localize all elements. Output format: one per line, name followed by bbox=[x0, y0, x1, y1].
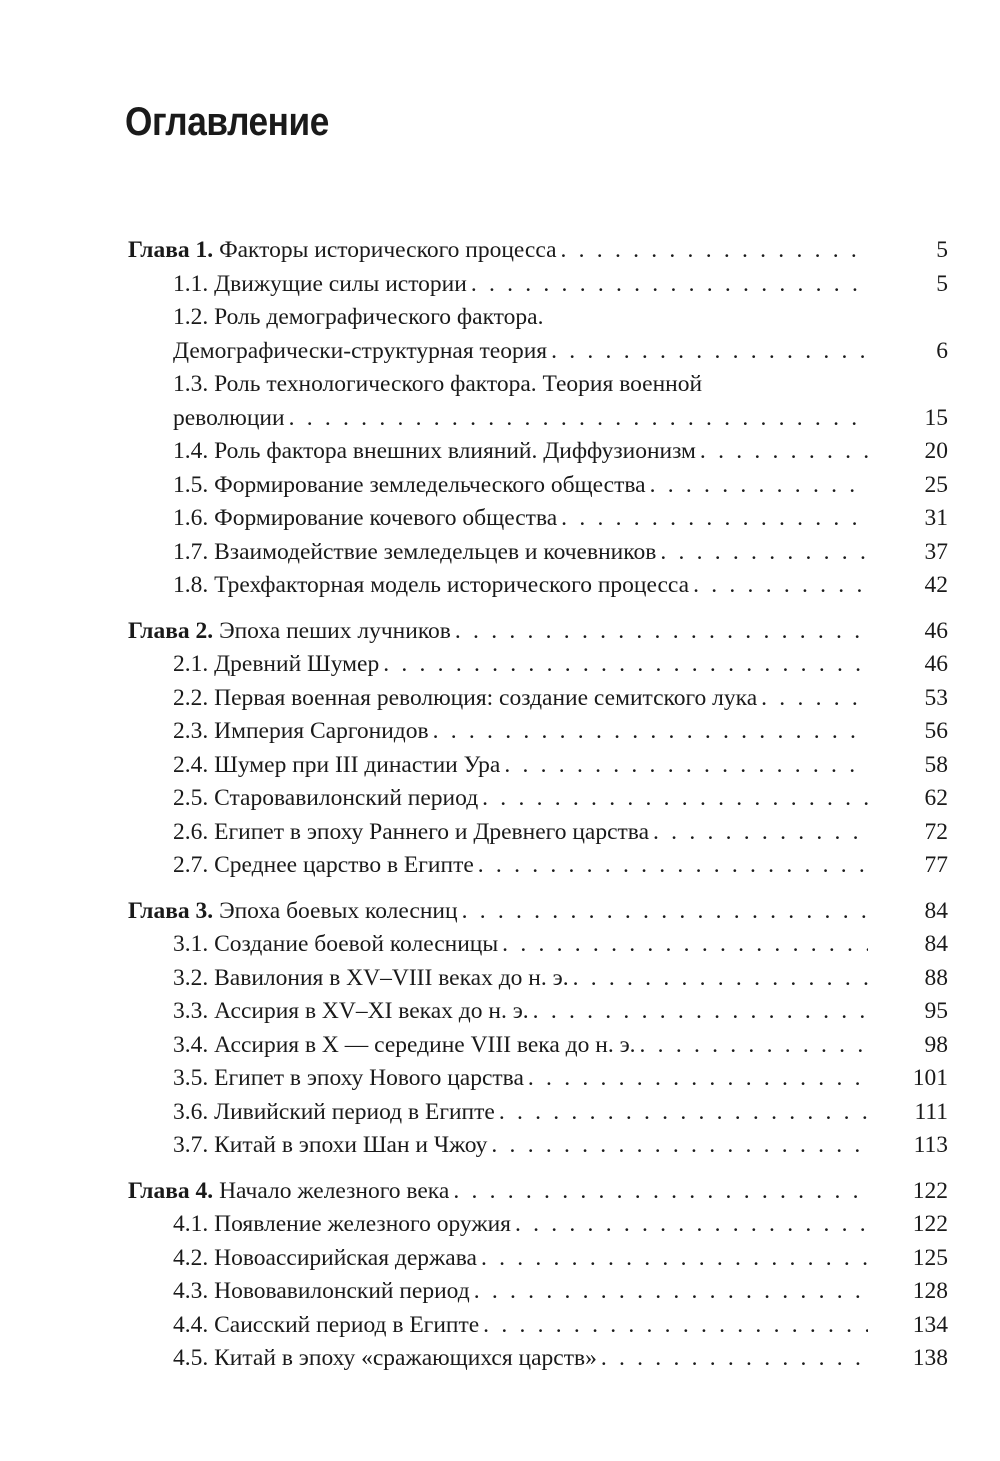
entry-title: 3.2. Вавилония в XV–VIII веках до н. э. bbox=[173, 964, 569, 991]
dot-leader bbox=[478, 849, 868, 883]
chapter-entry[interactable] bbox=[128, 234, 948, 268]
entry-title: 4.4. Саисский период в Египте bbox=[173, 1311, 480, 1338]
chapter-label: Глава 2. bbox=[128, 617, 214, 644]
chapter-block bbox=[128, 615, 948, 883]
section-entry[interactable] bbox=[128, 335, 948, 369]
table-of-contents bbox=[128, 234, 948, 1388]
entry-title-wrap bbox=[173, 1275, 896, 1309]
entry-title-wrap bbox=[173, 782, 896, 816]
entry-title: 1.6. Формирование кочевого общества bbox=[173, 505, 558, 531]
chapter-name: Факторы исторического процесса bbox=[219, 237, 557, 263]
page-number: 46 bbox=[924, 617, 948, 644]
section-entry[interactable] bbox=[128, 749, 948, 783]
dot-leader bbox=[455, 615, 868, 649]
page-number: 25 bbox=[924, 471, 948, 498]
section-entry[interactable] bbox=[128, 1309, 948, 1343]
dot-leader bbox=[499, 1096, 868, 1130]
dot-leader bbox=[515, 1208, 868, 1242]
entry-title-wrap bbox=[173, 749, 896, 783]
entry-title bbox=[128, 1175, 449, 1209]
chapter-entry[interactable] bbox=[128, 895, 948, 929]
chapter-label: Глава 1. bbox=[128, 237, 214, 263]
section-entry[interactable] bbox=[128, 502, 948, 536]
section-entry[interactable] bbox=[128, 715, 948, 749]
section-entry[interactable] bbox=[128, 1029, 948, 1063]
entry-title: 2.6. Египет в эпоху Раннего и Древнего царства bbox=[173, 818, 650, 845]
entry-title-wrap bbox=[128, 1175, 896, 1209]
chapter-label: Глава 4. bbox=[128, 1177, 214, 1204]
section-entry[interactable] bbox=[128, 782, 948, 816]
page-number: 77 bbox=[924, 852, 948, 878]
page-number: 95 bbox=[924, 998, 948, 1024]
page-number: 37 bbox=[924, 538, 948, 565]
dot-leader bbox=[533, 995, 868, 1029]
chapter-block bbox=[128, 234, 948, 603]
entry-title: 3.4. Ассирия в X — середине VIII века до н. э. bbox=[173, 1031, 636, 1058]
section-entry[interactable] bbox=[128, 402, 948, 436]
entry-title bbox=[128, 234, 557, 268]
page-title: Оглавление bbox=[125, 100, 329, 144]
dot-leader bbox=[289, 402, 868, 436]
entry-title: 3.7. Китай в эпохи Шан и Чжоу bbox=[173, 1132, 488, 1158]
section-entry[interactable] bbox=[128, 849, 948, 883]
page-number: 128 bbox=[912, 1278, 948, 1304]
page-number: 62 bbox=[924, 785, 948, 811]
section-entry[interactable] bbox=[128, 648, 948, 682]
entry-title: 4.1. Появление железного оружия bbox=[173, 1211, 511, 1237]
entry-title: 1.1. Движущие силы истории bbox=[173, 270, 467, 297]
entry-title-wrap bbox=[173, 682, 896, 716]
dot-leader bbox=[474, 1275, 868, 1309]
page-number: 122 bbox=[912, 1211, 948, 1237]
chapter-block bbox=[128, 895, 948, 1163]
entry-title-wrap bbox=[173, 1029, 896, 1063]
page-number: 20 bbox=[924, 438, 948, 464]
entry-title-wrap bbox=[173, 1309, 896, 1343]
dot-leader bbox=[504, 749, 868, 783]
chapter-name: Эпоха пеших лучников bbox=[219, 617, 451, 644]
section-entry[interactable] bbox=[128, 1129, 948, 1163]
page-number: 134 bbox=[912, 1311, 948, 1338]
dot-leader bbox=[601, 1342, 868, 1376]
section-entry[interactable] bbox=[128, 962, 948, 996]
page-number: 15 bbox=[924, 404, 948, 431]
page-number: 125 bbox=[912, 1244, 948, 1271]
page-number: 46 bbox=[924, 651, 948, 677]
entry-title: 2.7. Среднее царство в Египте bbox=[173, 852, 474, 878]
entry-title: 4.3. Нововавилонский период bbox=[173, 1278, 470, 1304]
page-number: 122 bbox=[912, 1177, 948, 1204]
chapter-entry[interactable] bbox=[128, 615, 948, 649]
chapter-name: Эпоха боевых колесниц bbox=[219, 897, 458, 924]
section-entry-line[interactable]: 1.2. Роль демографического фактора. bbox=[173, 304, 544, 330]
section-entry[interactable] bbox=[128, 682, 948, 716]
entry-title: 2.5. Старовавилонский период bbox=[173, 785, 479, 811]
dot-leader bbox=[660, 536, 868, 570]
entry-title-wrap bbox=[173, 816, 896, 850]
dot-leader bbox=[528, 1062, 868, 1096]
section-entry[interactable] bbox=[128, 1342, 948, 1376]
page-number: 101 bbox=[912, 1065, 948, 1091]
dot-leader bbox=[471, 268, 868, 302]
page-number: 58 bbox=[924, 751, 948, 778]
entry-title bbox=[128, 615, 451, 649]
entry-title-wrap bbox=[128, 895, 896, 929]
dot-leader bbox=[640, 1029, 868, 1063]
dot-leader bbox=[481, 1242, 868, 1276]
entry-title-wrap bbox=[173, 962, 896, 996]
section-entry[interactable] bbox=[128, 1208, 948, 1242]
entry-title-wrap bbox=[173, 1242, 896, 1276]
page-number: 42 bbox=[924, 572, 948, 598]
entry-title: 1.4. Роль фактора внешних влияний. Диффузионизм bbox=[173, 438, 696, 464]
dot-leader bbox=[551, 335, 868, 369]
dot-leader bbox=[491, 1129, 868, 1163]
entry-title: 1.7. Взаимодействие земледельцев и кочевников bbox=[173, 538, 657, 565]
entry-title: 1.5. Формирование земледельческого общества bbox=[173, 471, 646, 498]
page-number: 138 bbox=[912, 1345, 948, 1371]
dot-leader bbox=[383, 648, 868, 682]
page-number: 53 bbox=[924, 684, 948, 711]
entry-title-wrap bbox=[173, 715, 896, 749]
entry-title-wrap bbox=[173, 335, 896, 369]
entry-title-wrap bbox=[173, 502, 896, 536]
entry-title: 3.3. Ассирия в XV–XI веках до н. э. bbox=[173, 998, 529, 1024]
page-number: 6 bbox=[936, 337, 948, 364]
section-entry-line[interactable]: 1.3. Роль технологического фактора. Теория военной bbox=[173, 371, 703, 397]
entry-title: 3.5. Египет в эпоху Нового царства bbox=[173, 1065, 524, 1091]
entry-title: 2.1. Древний Шумер bbox=[173, 651, 380, 677]
page-number: 98 bbox=[924, 1031, 948, 1058]
dot-leader bbox=[433, 715, 868, 749]
dot-leader bbox=[482, 782, 868, 816]
dot-leader bbox=[573, 962, 868, 996]
page-number: 5 bbox=[936, 270, 948, 297]
dot-leader bbox=[453, 1175, 868, 1209]
entry-title-wrap bbox=[173, 569, 896, 603]
entry-title-wrap bbox=[173, 1129, 896, 1163]
section-entry[interactable] bbox=[128, 995, 948, 1029]
dot-leader bbox=[653, 816, 868, 850]
dot-leader bbox=[693, 569, 868, 603]
dot-leader bbox=[761, 682, 868, 716]
entry-title bbox=[128, 895, 458, 929]
section-entry[interactable] bbox=[128, 469, 948, 503]
entry-title-wrap bbox=[173, 648, 896, 682]
section-entry[interactable] bbox=[128, 268, 948, 302]
page-number: 56 bbox=[924, 718, 948, 744]
entry-title: революции bbox=[173, 404, 285, 431]
dot-leader bbox=[483, 1309, 868, 1343]
page-number: 72 bbox=[924, 818, 948, 845]
entry-title: 3.1. Создание боевой колесницы bbox=[173, 931, 499, 957]
page-number: 84 bbox=[924, 931, 948, 957]
entry-title-wrap bbox=[173, 1342, 896, 1376]
section-entry[interactable] bbox=[128, 1275, 948, 1309]
entry-title: 4.2. Новоассирийская держава bbox=[173, 1244, 477, 1271]
page-number: 5 bbox=[936, 237, 948, 263]
dot-leader bbox=[700, 435, 868, 469]
entry-title-wrap bbox=[173, 435, 896, 469]
entry-title-wrap bbox=[173, 268, 896, 302]
entry-title-wrap bbox=[173, 1096, 896, 1130]
section-entry[interactable] bbox=[128, 1242, 948, 1276]
entry-title: 2.4. Шумер при III династии Ура bbox=[173, 751, 501, 778]
entry-title: 3.6. Ливийский период в Египте bbox=[173, 1098, 495, 1125]
entry-title-wrap bbox=[128, 615, 896, 649]
entry-title-wrap bbox=[173, 402, 896, 436]
entry-title-wrap bbox=[173, 1208, 896, 1242]
section-entry[interactable] bbox=[128, 1062, 948, 1096]
dot-leader bbox=[561, 502, 868, 536]
entry-title-wrap bbox=[173, 536, 896, 570]
entry-title-wrap bbox=[173, 1062, 896, 1096]
entry-title: Демографически-структурная теория bbox=[173, 337, 548, 364]
page-number: 88 bbox=[924, 964, 948, 991]
entry-title-wrap bbox=[173, 469, 896, 503]
entry-title-wrap bbox=[173, 995, 896, 1029]
entry-title: 1.8. Трехфакторная модель исторического процесса bbox=[173, 572, 690, 598]
entry-title-wrap bbox=[173, 928, 896, 962]
chapter-label: Глава 3. bbox=[128, 897, 214, 924]
page-number: 31 bbox=[924, 505, 948, 531]
section-entry[interactable] bbox=[128, 435, 948, 469]
section-entry[interactable] bbox=[128, 569, 948, 603]
section-entry[interactable] bbox=[128, 816, 948, 850]
page-number: 84 bbox=[924, 897, 948, 924]
entry-title-wrap bbox=[173, 849, 896, 883]
dot-leader bbox=[561, 234, 869, 268]
dot-leader bbox=[462, 895, 868, 929]
chapter-block bbox=[128, 1175, 948, 1376]
chapter-name: Начало железного века bbox=[219, 1177, 450, 1204]
page-number: 113 bbox=[913, 1132, 948, 1158]
section-entry[interactable] bbox=[128, 536, 948, 570]
entry-title: 4.5. Китай в эпоху «сражающихся царств» bbox=[173, 1345, 597, 1371]
dot-leader bbox=[650, 469, 868, 503]
section-entry[interactable] bbox=[128, 1096, 948, 1130]
dot-leader bbox=[502, 928, 868, 962]
page-number: 111 bbox=[914, 1098, 948, 1125]
entry-title-wrap bbox=[128, 234, 896, 268]
section-entry[interactable] bbox=[128, 928, 948, 962]
entry-title: 2.2. Первая военная революция: создание семитского лука bbox=[173, 684, 758, 711]
entry-title: 2.3. Империя Саргонидов bbox=[173, 718, 429, 744]
chapter-entry[interactable] bbox=[128, 1175, 948, 1209]
